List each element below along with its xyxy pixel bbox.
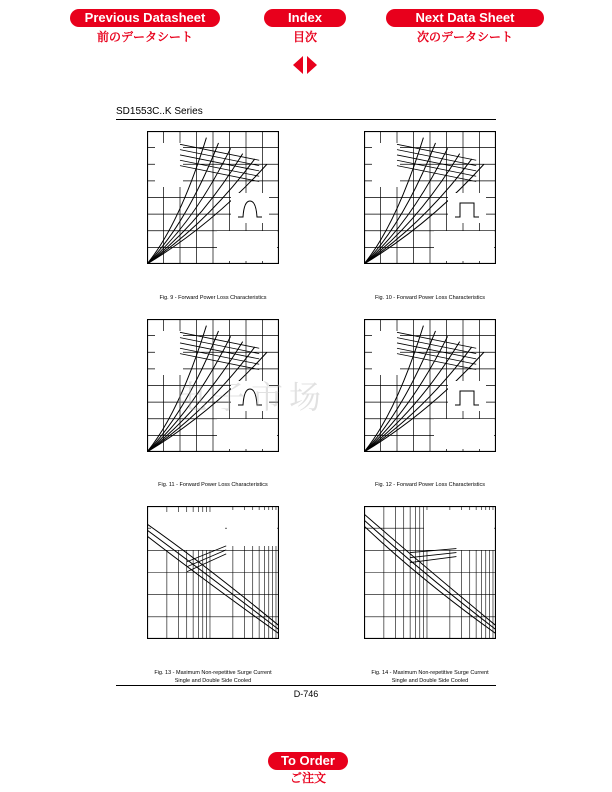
- previous-page-arrow-icon[interactable]: [293, 56, 303, 74]
- legend-area: [424, 510, 494, 550]
- next-datasheet-button[interactable]: [386, 9, 544, 47]
- index-label: Index: [264, 9, 346, 27]
- figure-12-chart: [364, 319, 496, 452]
- figure-12-caption: Fig. 12 - Forward Power Loss Characteristics: [374, 482, 486, 488]
- footer-divider: [116, 685, 496, 686]
- legend-area: [434, 419, 494, 449]
- figure-14-caption: Fig. 14 - Maximum Non-repetitive Surge Current: [371, 670, 489, 676]
- next-page-arrow-icon[interactable]: [307, 56, 317, 74]
- legend-area: [151, 512, 225, 550]
- legend-area: [155, 331, 183, 375]
- figure-13-chart: [147, 506, 279, 639]
- legend-area: [231, 193, 269, 223]
- index-jp-label: 目次: [292, 30, 317, 44]
- legend-area: [372, 331, 400, 375]
- watermark: 电子市场: [175, 378, 328, 416]
- previous-datasheet-button[interactable]: [70, 9, 220, 47]
- legend-area: [372, 143, 400, 187]
- series-title: SD1553C..K Series: [116, 106, 203, 117]
- to-order-jp-label: ご注文: [289, 771, 326, 785]
- figure-10-chart: [364, 131, 496, 264]
- figure-14-chart: [364, 506, 496, 639]
- next-datasheet-jp-label: 次のデータシート: [416, 30, 513, 44]
- figure-11-caption: Fig. 11 - Forward Power Loss Characteristics: [158, 482, 268, 488]
- page-number: D-746: [293, 689, 319, 699]
- previous-datasheet-label: Previous Datasheet: [70, 9, 220, 27]
- to-order-button[interactable]: [268, 752, 348, 790]
- header-divider: [116, 119, 496, 120]
- index-button[interactable]: [264, 9, 346, 47]
- figure-9-caption: Fig. 9 - Forward Power Loss Characteristics: [159, 295, 267, 301]
- figure-9-chart: [147, 131, 279, 264]
- legend-area: [217, 231, 277, 261]
- legend-area: [217, 419, 277, 449]
- legend-area: [448, 193, 486, 223]
- legend-area: [448, 381, 486, 411]
- next-datasheet-label: Next Data Sheet: [386, 9, 544, 27]
- figure-14-caption-line2: Single and Double Side Cooled: [391, 678, 469, 684]
- legend-area: [434, 231, 494, 261]
- reference-line: [410, 553, 456, 558]
- previous-datasheet-jp-label: 前のデータシート: [96, 30, 193, 44]
- legend-area: [155, 143, 183, 187]
- legend-area: [227, 510, 277, 546]
- figure-13-caption: Fig. 13 - Maximum Non-repetitive Surge Current: [154, 670, 272, 676]
- figure-13-caption-line2: Single and Double Side Cooled: [174, 678, 252, 684]
- figure-10-caption: Fig. 10 - Forward Power Loss Characteristics: [374, 295, 486, 301]
- to-order-label: To Order: [268, 752, 348, 770]
